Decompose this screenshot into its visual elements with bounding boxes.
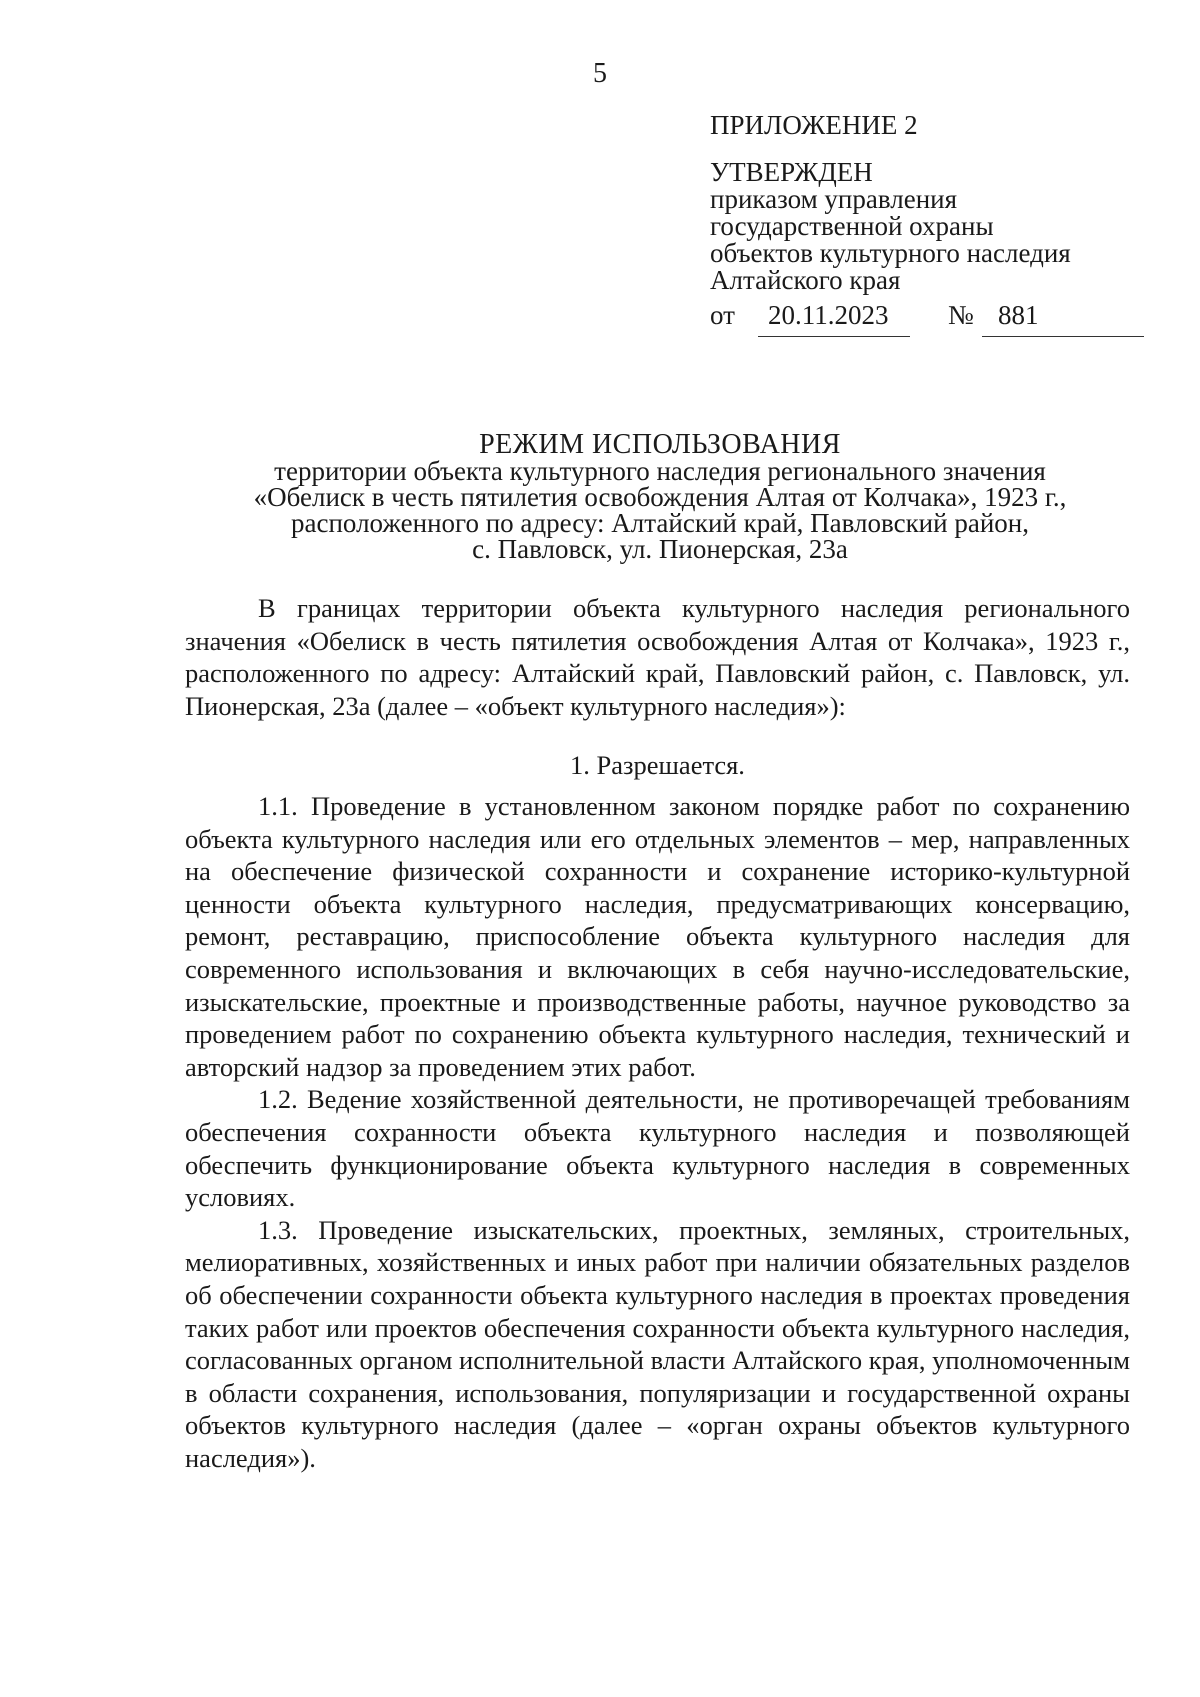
title-line: «Обелиск в честь пятилетия освобождения Алтая от Колчака», 1923 г., <box>253 482 1067 512</box>
approval-line: приказом управления <box>710 184 958 214</box>
order-number: 881 <box>998 300 1039 330</box>
item-1-2: 1.2. Ведение хозяйственной деятельности, не противоречащей требованиям обеспечения сохранности объекта культурного наследия и позволяющей обеспечить функционирование объекта культурного наследия в современных условиях. <box>185 1084 1130 1213</box>
item-1-3: 1.3. Проведение изыскательских, проектных, земляных, строительных, мелиоративных, хозяйственных и иных работ при наличии обязательных разделов об обеспечении сохранности объекта культурного наследия в проектах проведения таких работ или проектов обеспечения сохранности объекта культурного наследия, согласованных органом исполнительной власти Алтайского края, уполномоченным в области сохранения, использования, популяризации и государственной охраны объектов культурного наследия (далее – «орган охраны объектов культурного наследия»). <box>185 1214 1130 1473</box>
title-line: территории объекта культурного наследия регионального значения <box>274 456 1046 486</box>
order-date: 20.11.2023 <box>768 300 889 330</box>
approval-line: объектов культурного наследия <box>710 238 1071 268</box>
title-line: с. Павловск, ул. Пионерская, 23а <box>472 534 848 564</box>
title-main: РЕЖИМ ИСПОЛЬЗОВАНИЯ <box>479 429 841 460</box>
approval-block <box>710 112 1150 338</box>
intro-paragraph: В границах территории объекта культурного наследия регионального значения «Обелиск в честь пятилетия освобождения Алтая от Колчака», 1923 г., расположенного по адресу: Алтайский край, Павловский район, с. Павловск, ул. Пионерская, 23а (далее – «объект культурного наследия»): <box>185 593 1130 721</box>
order-date-row <box>710 302 1150 338</box>
number-underline <box>982 336 1144 337</box>
approved-label: УТВЕРЖДЕН <box>710 157 873 187</box>
section-heading: 1. Разрешается. <box>570 750 745 780</box>
appendix-label: ПРИЛОЖЕНИЕ 2 <box>710 110 918 140</box>
item-1-1: 1.1. Проведение в установленном законом порядке работ по сохранению объекта культурного наследия или его отдельных элементов – мер, направленных на обеспечение физической сохранности и сохранение историко-культурной ценности объекта культурного наследия, предусматривающих консервацию, ремонт, реставрацию, приспособление объекта культурного наследия для современного использования и включающих в себя научно-исследовательские, изыскательские, проектные и производственные работы, научное руководство за проведением работ по сохранению объекта культурного наследия, технический и авторский надзор за проведением этих работ. <box>185 791 1130 1082</box>
approval-line: Алтайского края <box>710 265 901 295</box>
page-number: 5 <box>593 58 607 89</box>
date-underline <box>758 336 910 337</box>
from-label: от <box>710 300 735 330</box>
number-label: № <box>948 300 974 330</box>
document-title <box>160 429 1160 564</box>
section-items <box>185 790 1130 1474</box>
title-line: расположенного по адресу: Алтайский край, Павловский район, <box>291 508 1029 538</box>
intro-paragraph-block <box>185 592 1130 722</box>
approval-line: государственной охраны <box>710 211 994 241</box>
